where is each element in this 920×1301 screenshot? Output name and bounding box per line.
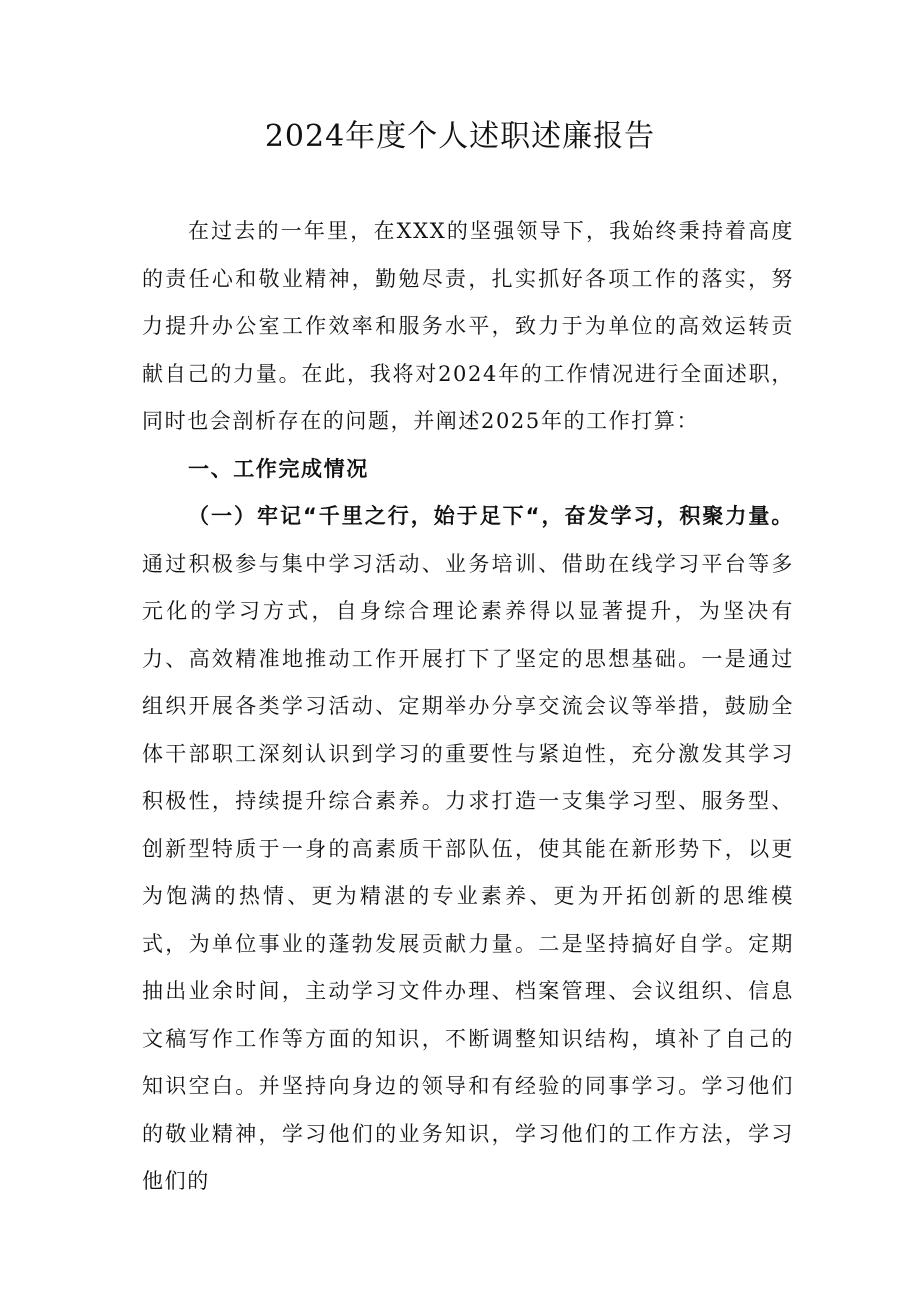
document-title: 2024年度个人述职述廉报告: [264, 119, 656, 154]
subsection-paragraph: [142, 493, 794, 1206]
intro-paragraph: 在过去的一年里，在XXX的坚强领导下，我始终秉持着高度的责任心和敬业精神，勤勉尽责，扎实抓好各项工作的落实，努力提升办公室工作效率和服务水平，致力于为单位的高效运转贡献自己的力量。在此，我将对2024年的工作情况进行全面述职，同时也会剖析存在的问题，并阐述2025年的工作打算：: [142, 219, 794, 433]
subsection-heading: （一）牢记“千里之行，始于足下“，奋发学习，积聚力量。: [188, 504, 794, 528]
subsection-body: 通过积极参与集中学习活动、业务培训、借助在线学习平台等多元化的学习方式，自身综合理论素养得以显著提升，为坚决有力、高效精准地推动工作开展打下了坚定的思想基础。一是通过组织开展各类学习活动、定期举办分享交流会议等举措，鼓励全体干部职工深刻认识到学习的重要性与紧迫性，充分激发其学习积极性，持续提升综合素养。力求打造一支集学习型、服务型、创新型特质于一身的高素质干部队伍，使其能在新形势下，以更为饱满的热情、更为精湛的专业素养、更为开拓创新的思维模式，为单位事业的蓬勃发展贡献力量。二是坚持搞好自学。定期抽出业余时间，主动学习文件办理、档案管理、会议组织、信息文稿写作工作等方面的知识，不断调整知识结构，填补了自己的知识空白。并坚持向身边的领导和有经验的同事学习。学习他们的敬业精神，学习他们的业务知识，学习他们的工作方法，学习他们的: [142, 551, 794, 1193]
section-heading: 一、工作完成情况: [188, 457, 369, 481]
